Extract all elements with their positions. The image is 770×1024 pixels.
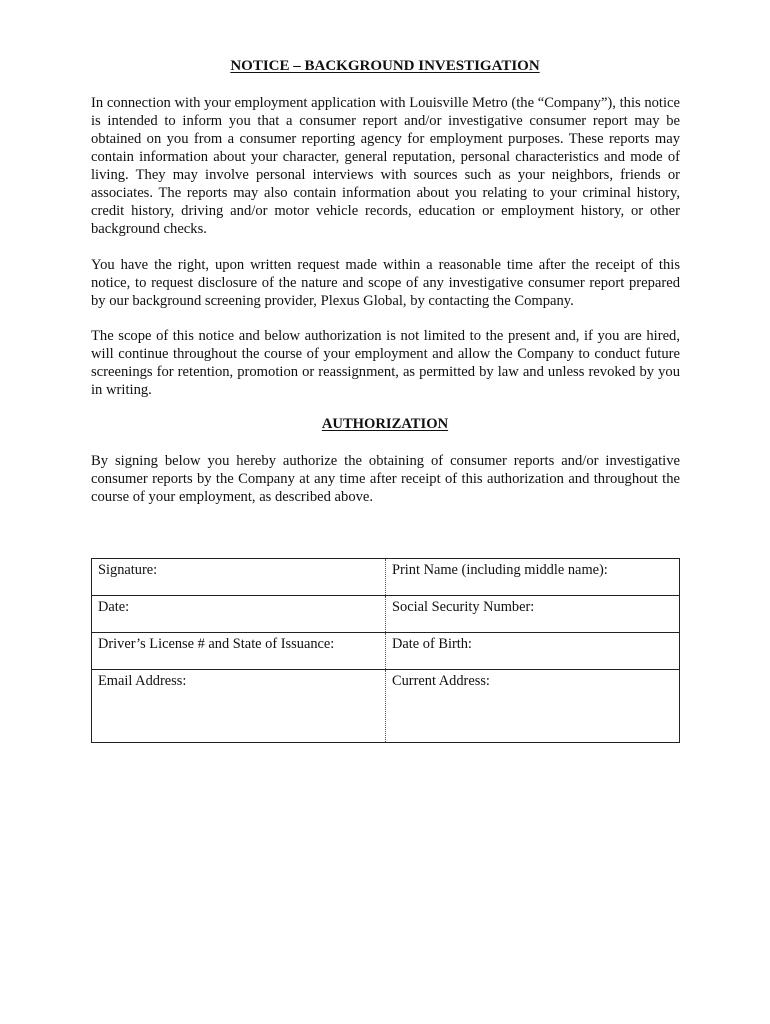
date-of-birth-label: Date of Birth: <box>392 636 472 652</box>
notice-paragraph-3: The scope of this notice and below authorization is not limited to the present and, if you are hired, will continue throughout the course of your employment and allow the Company to conduct future screenings for retention, promotion or reassignment, as permitted by law and unless revoked by you in writing. <box>91 328 680 398</box>
authorization-paragraph: By signing below you hereby authorize the obtaining of consumer reports and/or investigative consumer reports by the Company at any time after receipt of this authorization and throughout the course of your employment, as described above. <box>91 453 680 505</box>
signature-form-table <box>91 558 680 743</box>
date-field[interactable] <box>92 596 386 633</box>
email-address-field[interactable] <box>92 670 386 743</box>
print-name-field[interactable] <box>386 559 680 596</box>
drivers-license-field[interactable] <box>92 633 386 670</box>
form-row-contact <box>92 670 680 743</box>
signature-label: Signature: <box>98 562 158 578</box>
email-address-label: Email Address: <box>98 673 187 689</box>
page-title: NOTICE – BACKGROUND INVESTIGATION <box>230 58 540 74</box>
current-address-label: Current Address: <box>392 673 490 689</box>
drivers-license-label: Driver’s License # and State of Issuance: <box>98 636 335 652</box>
form-row-license <box>92 633 680 670</box>
notice-paragraph-2: You have the right, upon written request made within a reasonable time after the receipt of this notice, to request disclosure of the nature and scope of any investigative consumer report prepared by our background screening provider, Plexus Global, by contacting the Company. <box>91 257 680 309</box>
authorization-heading: AUTHORIZATION <box>321 416 449 432</box>
ssn-label: Social Security Number: <box>392 599 535 615</box>
form-row-date <box>92 596 680 633</box>
print-name-label: Print Name (including middle name): <box>392 562 608 578</box>
ssn-field[interactable] <box>386 596 680 633</box>
signature-field[interactable] <box>92 559 386 596</box>
current-address-field[interactable] <box>386 670 680 743</box>
form-row-signature <box>92 559 680 596</box>
date-of-birth-field[interactable] <box>386 633 680 670</box>
notice-paragraph-1: In connection with your employment application with Louisville Metro (the “Company”), this notice is intended to inform you that a consumer report and/or investigative consumer report may be obtained on you from a consumer reporting agency for employment purposes. These reports may contain information about your character, general reputation, personal characteristics and mode of living. They may involve personal interviews with sources such as your neighbors, friends or associates. The reports may also contain information about you relating to your criminal history, credit history, driving and/or motor vehicle records, education or employment history, or other background checks. <box>91 95 680 237</box>
date-label: Date: <box>98 599 130 615</box>
